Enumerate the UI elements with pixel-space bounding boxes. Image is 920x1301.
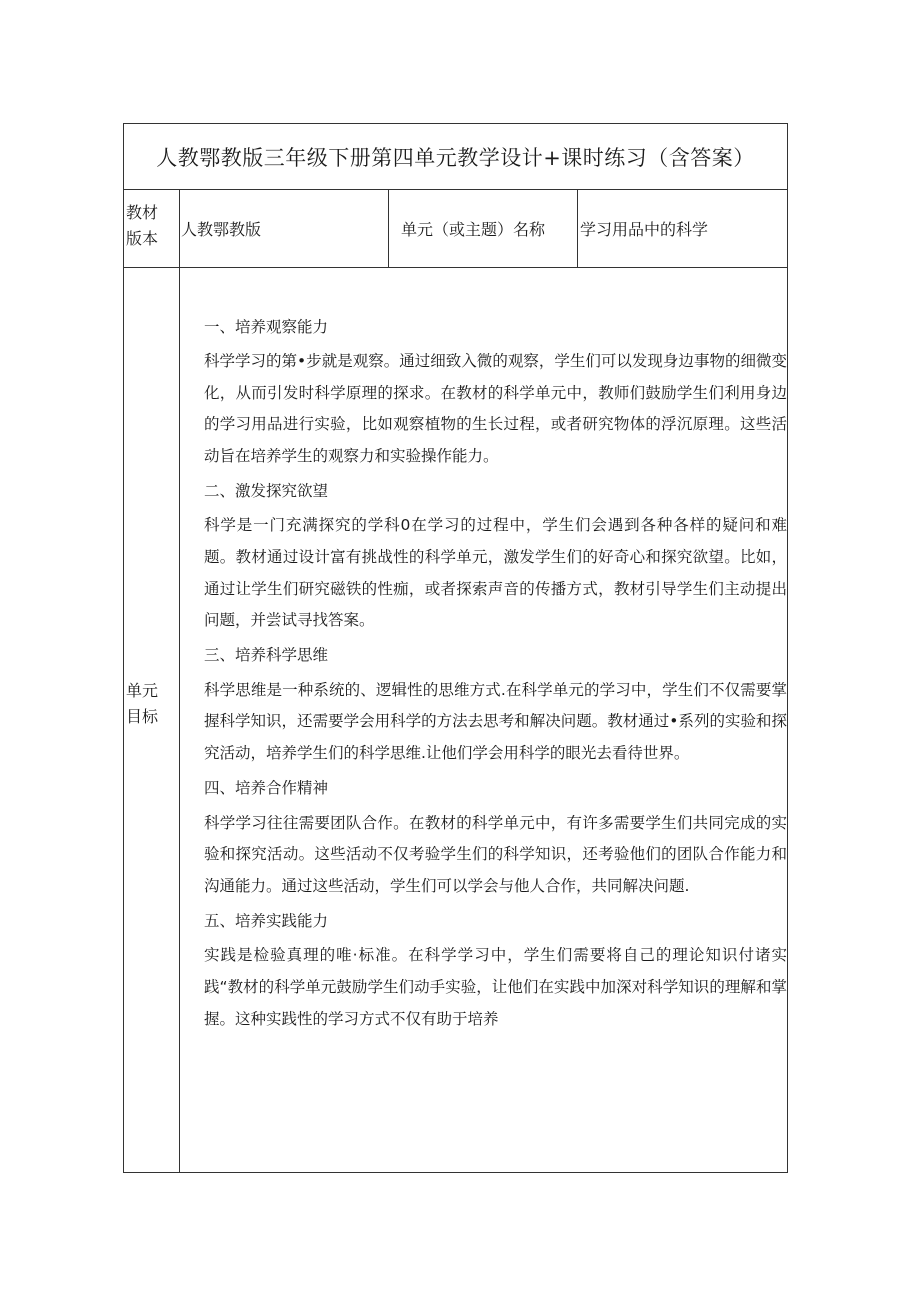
unit-goals-content	[180, 268, 789, 1173]
section-body: 科学思维是一种系统的、逻辑性的思维方式.在科学单元的学习中，学生们不仅需要掌握科学知识，还需要学会用科学的方法去思考和解决问题。教材通过•系列的实验和探究活动，培养学生们的科学思维.让他们学会用科学的眼光去看待世界。	[204, 680, 787, 762]
section-body: 实践是检验真理的唯·标准。在科学学习中，学生们需要将自己的理论知识付诸实践“教材的科学单元鼓励学生们动手实验，让他们在实践中加深对科学知识的理解和掌握。这种实践性的学习方式不仅有助于培养	[204, 946, 787, 1028]
document-title: 人教鄂教版三年级下册第四单元教学设计+课时练习（含答案）	[124, 124, 787, 190]
section-body: 科学是一门充满探究的学科0在学习的过程中，学生们会遇到各种各样的疑问和难题。教材通过设计富有挑战性的科学单元，激发学生们的好奇心和探究欲望。比如，通过让学生们研究磁铁的性痂，或者探索声音的传播方式，教材引导学生们主动提出问题，并尝试寻找答案。	[204, 516, 787, 630]
unit-goals-label	[124, 268, 180, 1173]
unit-goals-label-line: 单元	[126, 681, 159, 700]
section-heading: 五、培养实践能力	[204, 911, 329, 930]
section-body: 科学学习的第•步就是观察。通过细致入微的观察，学生们可以发现身边事物的细微变化，从而引发时科学原理的探求。在教材的科学单元中，教师们鼓励学生们利用身边的学习用品进行实验，比如观察植物的生长过程，或者研究物体的浮沉原理。这些活动旨在培养学生的观察力和实验操作能力。	[204, 352, 787, 465]
info-row	[124, 190, 787, 268]
section-heading: 二、激发探究欲望	[204, 481, 329, 500]
unit-goals-label-line: 目标	[126, 707, 159, 726]
section-body: 科学学习往往需要团队合作。在教材的科学单元中，有许多需要学生们共同完成的实验和探究活动。这些活动不仅考验学生们的科学知识，还考验他们的团队合作能力和沟通能力。通过这些活动，学生们可以学会与他人合作，共同解决问题.	[204, 813, 787, 895]
lesson-plan-table	[123, 123, 788, 1173]
textbook-label	[124, 190, 180, 267]
section-heading: 四、培养合作精神	[204, 779, 329, 798]
unit-label: 单元（或主题）名称	[389, 190, 578, 267]
unit-goals-row	[124, 268, 787, 1173]
unit-value: 学习用品中的科学	[580, 220, 709, 239]
textbook-label-line: 版本	[126, 229, 159, 248]
section-heading: 三、培养科学思维	[204, 646, 329, 665]
section-heading: 一、培养观察能力	[204, 317, 329, 336]
textbook-label-line: 教材	[126, 203, 159, 222]
textbook-value: 人教鄂教版	[180, 190, 389, 267]
